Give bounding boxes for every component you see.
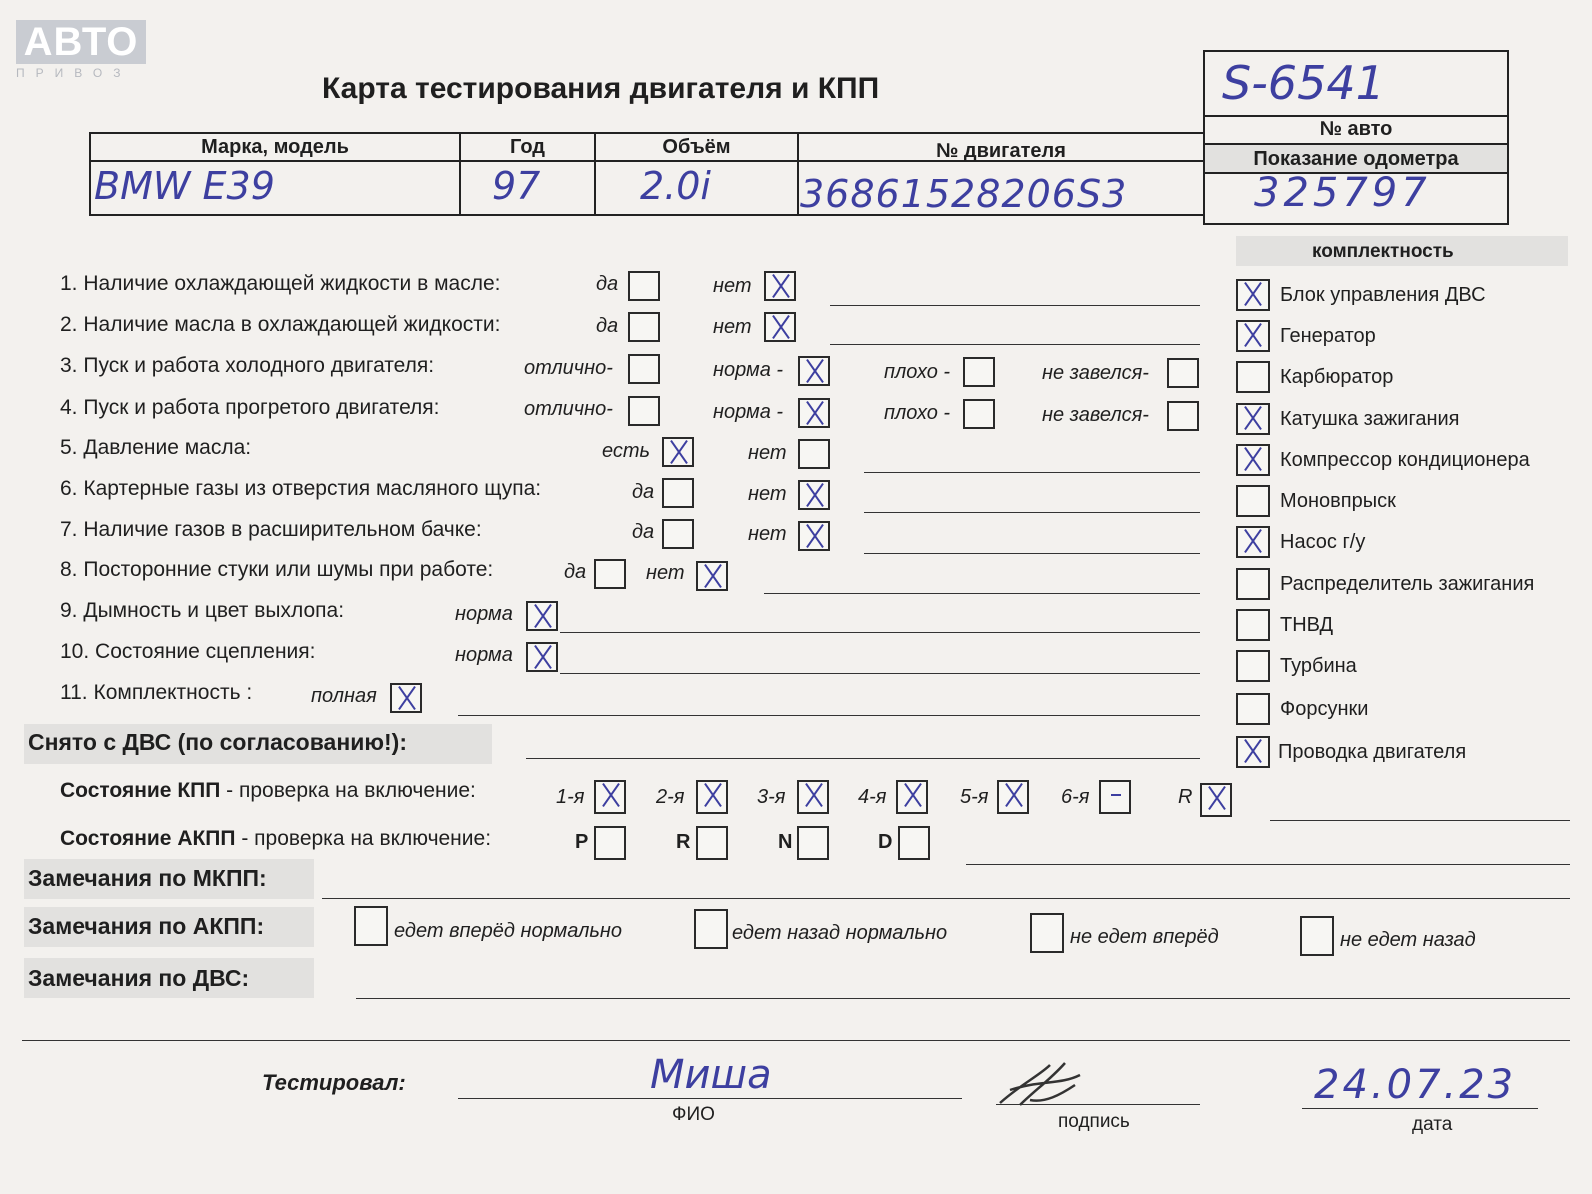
- checkbox-q1-no[interactable]: [764, 271, 796, 301]
- car-number-label: № авто: [1319, 118, 1393, 140]
- car-number-handwritten: S-6541: [1222, 56, 1385, 110]
- checkbox-q8-yes[interactable]: [594, 559, 626, 589]
- gear-3-label: 3-я: [757, 786, 786, 808]
- completeness-power-steering-pump: Насос г/у: [1280, 531, 1366, 553]
- checkbox-akpp-r[interactable]: [696, 826, 728, 860]
- akpp-option-back-ok: едет назад нормально: [732, 922, 948, 944]
- year-label: Год: [510, 136, 545, 158]
- question-9: 9. Дымность и цвет выхлопа:: [60, 599, 345, 622]
- checkbox-akpp-forward-ok[interactable]: [354, 906, 388, 946]
- gear-r-label: R: [1178, 786, 1193, 808]
- remarks-mkpp-label: Замечания по МКПП:: [28, 865, 267, 891]
- checkbox-engine-ecu[interactable]: [1236, 279, 1270, 311]
- akpp-check-label: Состояние АКПП - проверка на включение:: [60, 827, 492, 850]
- checkbox-q2-yes[interactable]: [628, 312, 660, 342]
- checkbox-gear-5[interactable]: [997, 780, 1029, 814]
- year-value: 97: [492, 164, 541, 208]
- logo-sub: ПРИВОЗ: [16, 66, 132, 80]
- checkbox-q6-yes[interactable]: [662, 478, 694, 508]
- checkbox-q3-not-started[interactable]: [1167, 358, 1199, 388]
- akpp-mode-p-label: P: [575, 831, 589, 853]
- question-3: 3. Пуск и работа холодного двигателя:: [60, 354, 435, 377]
- date-handwritten: 24.07.23: [1314, 1062, 1517, 1108]
- completeness-ignition-coil: Катушка зажигания: [1280, 408, 1460, 430]
- gear-6-label: 6-я: [1061, 786, 1090, 808]
- checkbox-q7-yes[interactable]: [662, 519, 694, 549]
- page-title: Карта тестирования двигателя и КПП: [322, 72, 880, 105]
- engine-number-label: № двигателя: [936, 140, 1066, 162]
- checkbox-akpp-d[interactable]: [898, 826, 930, 860]
- gear-1-label: 1-я: [556, 786, 585, 808]
- checkbox-turbine[interactable]: [1236, 650, 1270, 682]
- label-no: нет: [646, 562, 685, 584]
- question-1: 1. Наличие охлаждающей жидкости в масле:: [60, 272, 501, 295]
- question-10: 10. Состояние сцепления:: [60, 640, 316, 663]
- label-yes: да: [632, 481, 655, 503]
- completeness-carburetor: Карбюратор: [1280, 366, 1394, 388]
- label-bad: плохо -: [884, 361, 951, 383]
- logo: [16, 20, 146, 80]
- completeness-engine-ecu: Блок управления ДВС: [1280, 284, 1486, 306]
- checkbox-q10-normal[interactable]: [526, 642, 558, 672]
- akpp-mode-d-label: D: [878, 831, 893, 853]
- tester-name-handwritten: Миша: [650, 1052, 772, 1098]
- brand-label: Марка, модель: [201, 136, 349, 158]
- label-no: нет: [748, 442, 787, 464]
- akpp-mode-n-label: N: [778, 831, 793, 853]
- label-bad: плохо -: [884, 402, 951, 424]
- brand-value: BMW E39: [94, 164, 275, 208]
- completeness-distributor: Распределитель зажигания: [1280, 573, 1535, 595]
- completeness-injectors: Форсунки: [1280, 698, 1369, 720]
- odometer-label: Показание одометра: [1253, 148, 1459, 170]
- completeness-generator: Генератор: [1280, 325, 1376, 347]
- label-yes: да: [596, 315, 619, 337]
- checkbox-q3-normal[interactable]: [798, 356, 830, 386]
- checkbox-ignition-coil[interactable]: [1236, 403, 1270, 435]
- checkbox-gear-6[interactable]: [1099, 780, 1131, 814]
- checkbox-q4-normal[interactable]: [798, 398, 830, 428]
- odometer-value: 325797: [1254, 170, 1431, 216]
- label-no: нет: [713, 275, 752, 297]
- question-8: 8. Посторонние стуки или шумы при работе:: [60, 558, 494, 581]
- akpp-option-no-back: не едет назад: [1340, 929, 1476, 951]
- question-6: 6. Картерные газы из отверстия масляного щупа:: [60, 477, 542, 500]
- logo-main: АВТО: [16, 20, 146, 64]
- question-7: 7. Наличие газов в расширительном бачке:: [60, 518, 482, 541]
- checkbox-q5-present[interactable]: [662, 437, 694, 467]
- checkbox-akpp-back-ok[interactable]: [694, 909, 728, 949]
- label-no: нет: [713, 316, 752, 338]
- checkbox-akpp-p[interactable]: [594, 826, 626, 860]
- label-no: нет: [748, 523, 787, 545]
- akpp-option-forward-ok: едет вперёд нормально: [394, 920, 623, 942]
- volume-value: 2.0i: [640, 164, 711, 208]
- label-excellent: отлично-: [524, 357, 613, 379]
- engine-number-value: 36861528206S3: [800, 172, 1128, 216]
- label-normal: норма: [455, 603, 513, 625]
- completeness-mono-injection: Моновпрыск: [1280, 490, 1396, 512]
- checkbox-q9-normal[interactable]: [526, 601, 558, 631]
- question-2: 2. Наличие масла в охлаждающей жидкости:: [60, 313, 501, 336]
- checkbox-q7-no[interactable]: [798, 521, 830, 551]
- checkbox-akpp-no-forward[interactable]: [1030, 913, 1064, 953]
- label-no: нет: [748, 483, 787, 505]
- gear-4-label: 4-я: [858, 786, 887, 808]
- checkbox-q4-not-started[interactable]: [1167, 401, 1199, 431]
- label-full: полная: [311, 685, 377, 707]
- gear-2-label: 2-я: [656, 786, 685, 808]
- date-label: дата: [1412, 1114, 1453, 1135]
- mkpp-check-label: Состояние КПП - проверка на включение:: [60, 779, 476, 802]
- checkbox-q5-no[interactable]: [798, 439, 830, 469]
- checkbox-gear-4[interactable]: [896, 780, 928, 814]
- checkbox-akpp-n[interactable]: [797, 826, 829, 860]
- checkbox-q8-no[interactable]: [696, 561, 728, 591]
- label-yes: да: [564, 561, 587, 583]
- label-excellent: отлично-: [524, 398, 613, 420]
- checkbox-q6-no[interactable]: [798, 480, 830, 510]
- checkbox-akpp-no-back[interactable]: [1300, 916, 1334, 956]
- checkbox-q11-full[interactable]: [390, 683, 422, 713]
- checkbox-fuel-pump[interactable]: [1236, 609, 1270, 641]
- label-not-started: не завелся-: [1042, 404, 1149, 426]
- remarks-akpp-label: Замечания по АКПП:: [28, 913, 265, 939]
- checkbox-distributor[interactable]: [1236, 568, 1270, 600]
- checkbox-gear-2[interactable]: [696, 780, 728, 814]
- label-present: есть: [602, 440, 651, 462]
- checkbox-carburetor[interactable]: [1236, 361, 1270, 393]
- checkbox-q4-bad[interactable]: [963, 399, 995, 429]
- signature-mark: [990, 1055, 1100, 1115]
- checkbox-gear-3[interactable]: [797, 780, 829, 814]
- remarks-dvs-label: Замечания по ДВС:: [28, 965, 250, 991]
- label-normal: норма -: [713, 359, 784, 381]
- label-yes: да: [632, 521, 655, 543]
- checkbox-q3-excellent[interactable]: [628, 354, 660, 384]
- akpp-mode-r-label: R: [676, 831, 691, 853]
- checkbox-mono-injection[interactable]: [1236, 485, 1270, 517]
- checkbox-q2-no[interactable]: [764, 312, 796, 342]
- completeness-ac-compressor: Компрессор кондиционера: [1280, 449, 1530, 471]
- checkbox-power-steering-pump[interactable]: [1236, 526, 1270, 558]
- tested-by-label: Тестировал:: [262, 1070, 406, 1095]
- completeness-title: комплектность: [1312, 241, 1454, 262]
- checkbox-q3-bad[interactable]: [963, 357, 995, 387]
- completeness-engine-wiring: Проводка двигателя: [1278, 741, 1467, 763]
- label-normal: норма: [455, 644, 513, 666]
- checkbox-generator[interactable]: [1236, 320, 1270, 352]
- question-11: 11. Комплектность :: [60, 681, 253, 704]
- signature-label: подпись: [1058, 1111, 1130, 1132]
- question-4: 4. Пуск и работа прогретого двигателя:: [60, 396, 440, 419]
- checkbox-ac-compressor[interactable]: [1236, 444, 1270, 476]
- checkbox-injectors[interactable]: [1236, 693, 1270, 725]
- completeness-fuel-pump: ТНВД: [1280, 614, 1334, 636]
- akpp-option-no-forward: не едет вперёд: [1070, 926, 1219, 948]
- question-5: 5. Давление масла:: [60, 436, 252, 459]
- volume-label: Объём: [662, 136, 731, 158]
- checkbox-q1-yes[interactable]: [628, 271, 660, 301]
- label-not-started: не завелся-: [1042, 362, 1149, 384]
- label-normal: норма -: [713, 401, 784, 423]
- removed-label: Снято с ДВС (по согласованию!):: [28, 729, 407, 755]
- gear-5-label: 5-я: [960, 786, 989, 808]
- completeness-turbine: Турбина: [1280, 655, 1357, 677]
- checkbox-engine-wiring[interactable]: [1236, 736, 1270, 768]
- fio-label: ФИО: [672, 1104, 715, 1125]
- checkbox-q4-excellent[interactable]: [628, 396, 660, 426]
- checkbox-gear-r[interactable]: [1200, 783, 1232, 817]
- checkbox-gear-1[interactable]: [594, 780, 626, 814]
- label-yes: да: [596, 273, 619, 295]
